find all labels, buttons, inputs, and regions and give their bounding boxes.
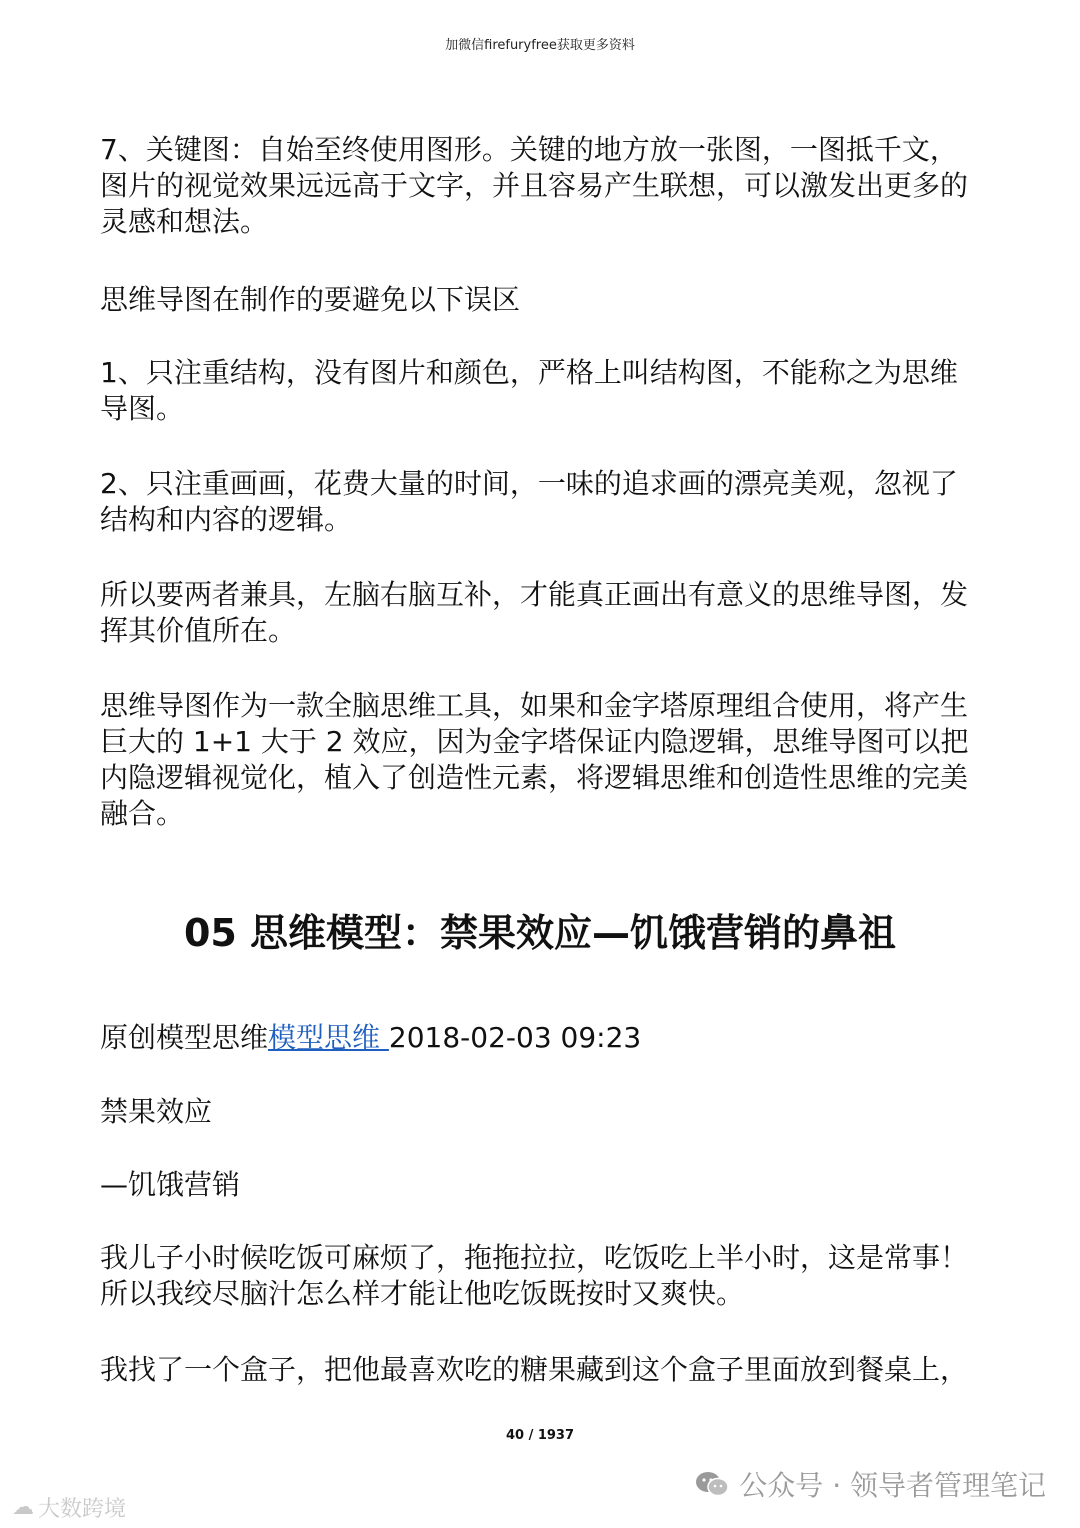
watermark-left-text: 大数跨境 [38,1497,127,1522]
line-forbidden-fruit: 禁果效应 [100,1095,213,1128]
paragraph-mistake-1: 1、只注重结构，没有图片和颜色，严格上叫结构图，不能称之为思维导图。 [100,356,958,425]
page-number: 40 / 1937 [505,1428,575,1443]
paragraph-pyramid: 思维导图作为一款全脑思维工具，如果和金字塔原理组合使用，将产生巨大的 1+1 大于 2 效应，因为金字塔保证内隐逻辑，思维导图可以把内隐逻辑视觉化，植入了创造性元素，将逻辑思维和创造性思维的完美融合。 [100,689,969,830]
article-meta [100,1020,980,1056]
paragraph-mistake-2: 2、只注重画画，花费大量的时间，一味的追求画的漂亮美观，忽视了结构和内容的逻辑。 [100,467,958,536]
meta-prefix: 原创模型思维 [100,1021,269,1054]
watermark-right-text: 公众号 · 领导者管理笔记 [739,1469,1046,1502]
meta-date: 2018-02-03 09:23 [388,1021,642,1054]
watermark-logo-icon: ☁ [12,1495,34,1520]
line-hunger-marketing: —饥饿营销 [100,1168,241,1201]
paragraph-mistakes-intro: 思维导图在制作的要避免以下误区 [100,283,521,316]
paragraph-son-story: 我儿子小时候吃饭可麻烦了，拖拖拉拉，吃饭吃上半小时，这是常事！所以我绞尽脑汁怎么样才能让他吃饭既按时又爽快。 [100,1241,969,1310]
section-heading: 05 思维模型：禁果效应—饥饿营销的鼻祖 [183,911,897,955]
paragraph-candy-box: 我找了一个盒子，把他最喜欢吃的糖果藏到这个盒子里面放到餐桌上， [100,1353,969,1386]
watermark-right [695,1464,1046,1504]
watermark-left [12,1492,126,1523]
page-header: 加微信firefuryfree获取更多资料 [445,38,635,53]
wechat-icon [695,1470,729,1498]
paragraph-key-image: 7、关键图：自始至终使用图形。关键的地方放一张图，一图抵千文，图片的视觉效果远远高于文字，并且容易产生联想，可以激发出更多的灵感和想法。 [100,133,969,238]
meta-link[interactable]: 模型思维 [268,1021,389,1054]
paragraph-balance: 所以要两者兼具，左脑右脑互补，才能真正画出有意义的思维导图，发挥其价值所在。 [100,578,969,647]
